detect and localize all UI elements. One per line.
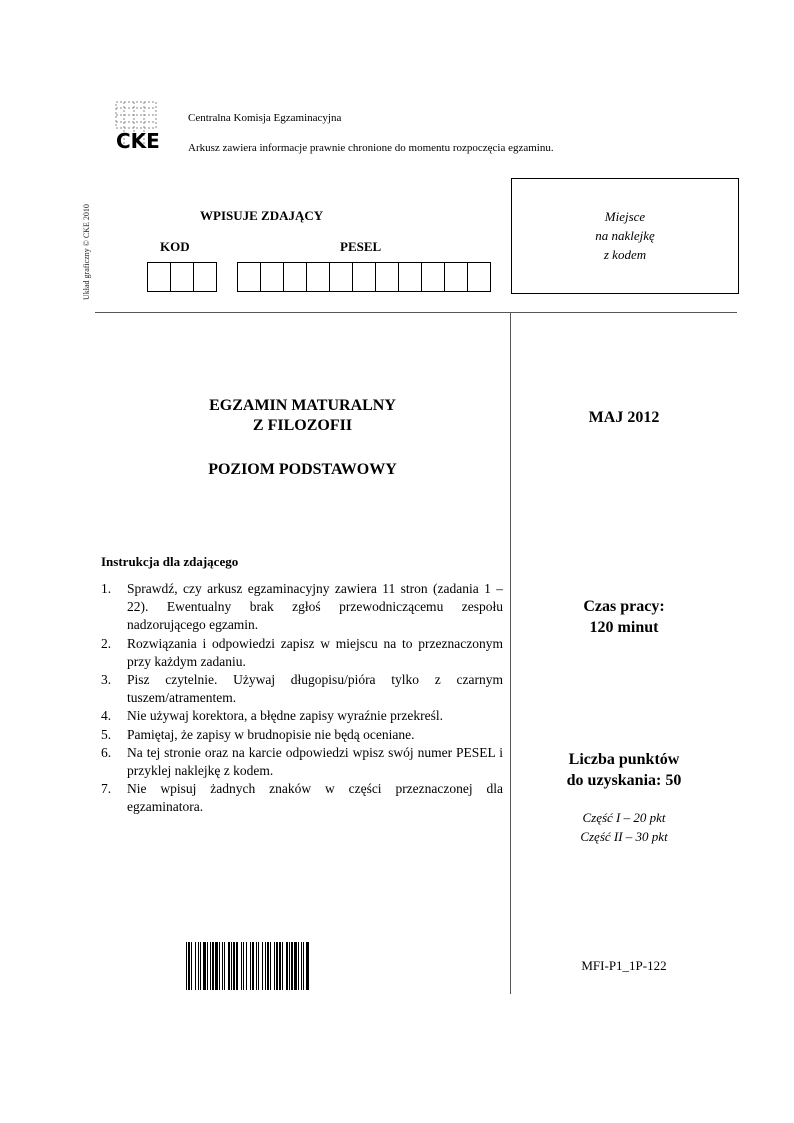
kod-label: KOD <box>160 239 190 254</box>
pesel-box[interactable] <box>352 262 376 292</box>
organization-name: Centralna Komisja Egzaminacyjna <box>188 112 342 124</box>
sticker-line-3: z kodem <box>603 247 647 262</box>
cke-logo <box>110 98 162 154</box>
form-heading: WPISUJE ZDAJĄCY <box>200 208 324 223</box>
logo-text: CKE <box>116 129 160 153</box>
parts-breakdown <box>511 808 737 846</box>
duration-label: Czas pracy: <box>583 598 665 615</box>
instruction-item <box>101 744 503 780</box>
barcode <box>186 942 418 990</box>
instruction-text: Pisz czytelnie. Używaj długopisu/pióra tylko z czarnym tuszem/atramentem. <box>127 672 503 706</box>
instruction-number: 6. <box>101 744 112 760</box>
duration-value: 120 minut <box>589 619 659 636</box>
exam-duration <box>511 596 737 638</box>
pesel-box[interactable] <box>260 262 284 292</box>
pesel-box[interactable] <box>375 262 399 292</box>
instruction-item <box>101 671 503 707</box>
instruction-number: 4. <box>101 708 112 724</box>
pesel-box[interactable] <box>237 262 261 292</box>
instruction-number: 7. <box>101 781 112 797</box>
exam-code: MFI-P1_1P-122 <box>581 958 667 973</box>
sticker-area <box>511 178 739 294</box>
instruction-text: Rozwiązania i odpowiedzi zapisz w miejscu na to przeznaczonym przy każdym zadaniu. <box>127 635 503 669</box>
kod-box[interactable] <box>170 262 194 292</box>
pesel-box[interactable] <box>421 262 445 292</box>
pesel-boxes <box>237 262 490 292</box>
instruction-text: Nie wpisuj żadnych znaków w części przeznaczonej dla egzaminatora. <box>127 781 503 815</box>
instruction-number: 1. <box>101 581 112 596</box>
instruction-number: 3. <box>101 672 112 688</box>
kod-box[interactable] <box>193 262 217 292</box>
pesel-label: PESEL <box>340 239 382 254</box>
instruction-number: 2. <box>101 635 112 651</box>
instruction-text: Pamiętaj, że zapisy w brudnopisie nie będą oceniane. <box>127 726 415 742</box>
exam-level: POZIOM PODSTAWOWY <box>208 461 397 478</box>
pesel-box[interactable] <box>329 262 353 292</box>
pesel-box[interactable] <box>398 262 422 292</box>
max-points <box>511 749 737 791</box>
instruction-item <box>101 635 503 671</box>
instructions-title: Instrukcja dla zdającego <box>101 554 239 569</box>
instruction-item <box>101 726 503 744</box>
instruction-text: Nie używaj korektora, a błędne zapisy wyraźnie przekreśl. <box>127 708 443 724</box>
sticker-line-1: Miejsce <box>604 209 646 224</box>
instruction-text: Sprawdź, czy arkusz egzaminacyjny zawiera 11 stron (zadania 1 – 22). Ewentualny brak zgłoś przewodniczącemu zespołu nadzorującego egzamin. <box>127 581 503 633</box>
pesel-box[interactable] <box>283 262 307 292</box>
sticker-line-2: na naklejkę <box>595 228 655 243</box>
exam-title-line-1: EGZAMIN MATURALNY <box>209 397 396 414</box>
horizontal-divider <box>95 312 737 313</box>
instructions-list <box>101 580 503 817</box>
instruction-item <box>101 580 503 635</box>
instruction-item <box>101 780 503 816</box>
part-2-points: Część II – 30 pkt <box>580 829 668 844</box>
pesel-box[interactable] <box>306 262 330 292</box>
legal-notice: Arkusz zawiera informacje prawnie chronione do momentu rozpoczęcia egzaminu. <box>188 142 554 154</box>
pesel-box[interactable] <box>444 262 468 292</box>
part-1-points: Część I – 20 pkt <box>582 810 666 825</box>
points-value: do uzyskania: 50 <box>566 772 682 789</box>
exam-title <box>150 396 455 436</box>
instruction-item <box>101 707 503 725</box>
kod-boxes <box>147 262 216 292</box>
points-label: Liczba punktów <box>568 751 680 768</box>
instruction-text: Na tej stronie oraz na karcie odpowiedzi wpisz swój numer PESEL i przyklej naklejkę z kodem. <box>127 744 503 779</box>
instruction-number: 5. <box>101 726 112 742</box>
pesel-box[interactable] <box>467 262 491 292</box>
kod-box[interactable] <box>147 262 171 292</box>
exam-date: MAJ 2012 <box>588 409 660 426</box>
exam-title-line-2: Z FILOZOFII <box>252 417 353 434</box>
graphic-copyright: Układ graficzny © CKE 2010 <box>82 204 91 300</box>
